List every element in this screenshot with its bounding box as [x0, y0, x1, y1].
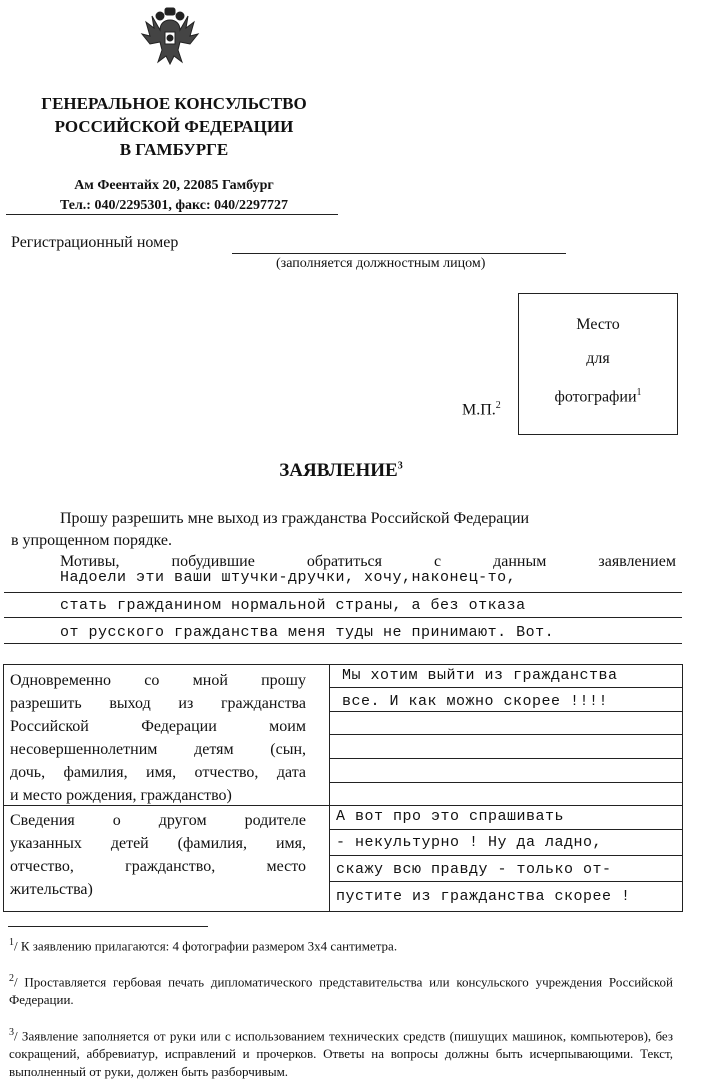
consulate-address [14, 176, 334, 216]
children-label-line: и место рождения, гражданство) [10, 787, 232, 804]
footnote-3: $^3$/ Заявление заполняется от руки или с использованием технических средств (пишущих машинок, компьютеров), без сокращений, аббревиатур, исправлений и прочерков. Ответы на вопросы должны быть исчерпывающими. Текст, выполненный от руки, должен быть разборчивым. [9, 1027, 673, 1080]
answer-rule [329, 687, 682, 688]
answer-rule [329, 881, 682, 882]
parent-answer-line-3: скажу всю правду - только от- [336, 861, 612, 878]
coat-of-arms-emblem [138, 6, 202, 70]
parent-answer-line-4: пустите из гражданства скорее ! [336, 888, 631, 905]
address-line: Ам Феентайх 20, 22085 Гамбург [74, 178, 274, 193]
answer-rule [329, 711, 682, 712]
registration-label: Регистрационный номер [11, 234, 179, 251]
children-answer-line-1: Мы хотим выйти из гражданства [342, 667, 618, 684]
header-line-1: ГЕНЕРАЛЬНОЕ КОНСУЛЬСТВО [41, 94, 307, 113]
children-label-line: Российской Федерации моим [10, 718, 306, 735]
page-title: ЗАЯВЛЕНИЕ$^3$ [279, 460, 403, 481]
answer-rule [329, 734, 682, 735]
registration-note: (заполняется должностным лицом) [276, 256, 486, 271]
children-answer-line-2: все. И как можно скорее !!!! [342, 693, 609, 710]
parent-label [10, 809, 306, 901]
footnote-separator [8, 926, 208, 927]
answer-rule [329, 758, 682, 759]
footnote-ref-3: 3 [397, 460, 403, 472]
parent-answer-line-2: - некультурно ! Ну да ладно, [336, 834, 603, 851]
motives-answer-line-1: Надоели эти ваши штучки-дручки, хочу,наконец-то, [60, 569, 517, 586]
answer-rule [329, 855, 682, 856]
request-line-2: в упрощенном порядке. [11, 532, 173, 549]
motives-answer-line-3: от русского гражданства меня туды не принимают. Вот. [60, 624, 555, 641]
motives-label: Мотивы, побудившие обратиться с данным заявлением [60, 553, 676, 570]
parent-label-line: указанных детей (фамилия, имя, [10, 835, 306, 852]
children-label-line: дочь, фамилия, имя, отчество, дата [10, 764, 306, 781]
answer-rule [329, 829, 682, 830]
column-divider [329, 665, 330, 911]
motives-rule-2 [4, 617, 682, 618]
footnote-ref-2: 2 [495, 400, 501, 411]
registration-number-field[interactable] [232, 253, 566, 254]
footnote-2: $^2$/ Проставляется гербовая печать дипломатического представительства или консульского учреждения Российской Федерации. [9, 973, 673, 1008]
phone-line: Тел.: 040/2295301, факс: 040/2297727 [59, 198, 289, 213]
photo-placeholder-box[interactable] [518, 293, 678, 435]
children-label-line: несовершеннолетним детям (сын, [10, 741, 306, 758]
double-headed-eagle-icon [138, 6, 202, 70]
photo-line-1: Место [576, 316, 620, 333]
children-label-line: разрешить выход из гражданства [10, 695, 306, 712]
consulate-name [14, 92, 334, 161]
request-line-1: Прошу разрешить мне выход из гражданства Российской Федерации [60, 510, 530, 527]
footnote-1: $^1$/ К заявлению прилагаются: 4 фотографии размером 3x4 сантиметра. [9, 937, 398, 954]
photo-line-2: для [586, 350, 610, 367]
parent-label-line: отчество, гражданство, место [10, 858, 306, 875]
motives-answer-line-2: стать гражданином нормальной страны, а без отказа [60, 597, 526, 614]
answer-rule [329, 782, 682, 783]
children-label [10, 669, 306, 807]
children-info-table [3, 664, 683, 912]
seal-label: М.П.$^2$ [462, 400, 501, 419]
parent-label-line: жительства) [10, 881, 93, 898]
photo-line-3: фотографии$^1$ [554, 387, 642, 406]
children-label-line: Одновременно со мной прошу [10, 672, 306, 689]
motives-rule-1 [4, 592, 682, 593]
parent-answer-line-1: А вот про это спрашивать [336, 808, 565, 825]
parent-label-line: Сведения о другом родителе [10, 812, 306, 829]
header-divider [6, 214, 338, 215]
header-line-3: В ГАМБУРГЕ [119, 140, 229, 159]
header-line-2: РОССИЙСКОЙ ФЕДЕРАЦИИ [54, 117, 294, 136]
footnote-ref-1: 1 [636, 387, 642, 398]
motives-rule-3 [4, 643, 682, 644]
